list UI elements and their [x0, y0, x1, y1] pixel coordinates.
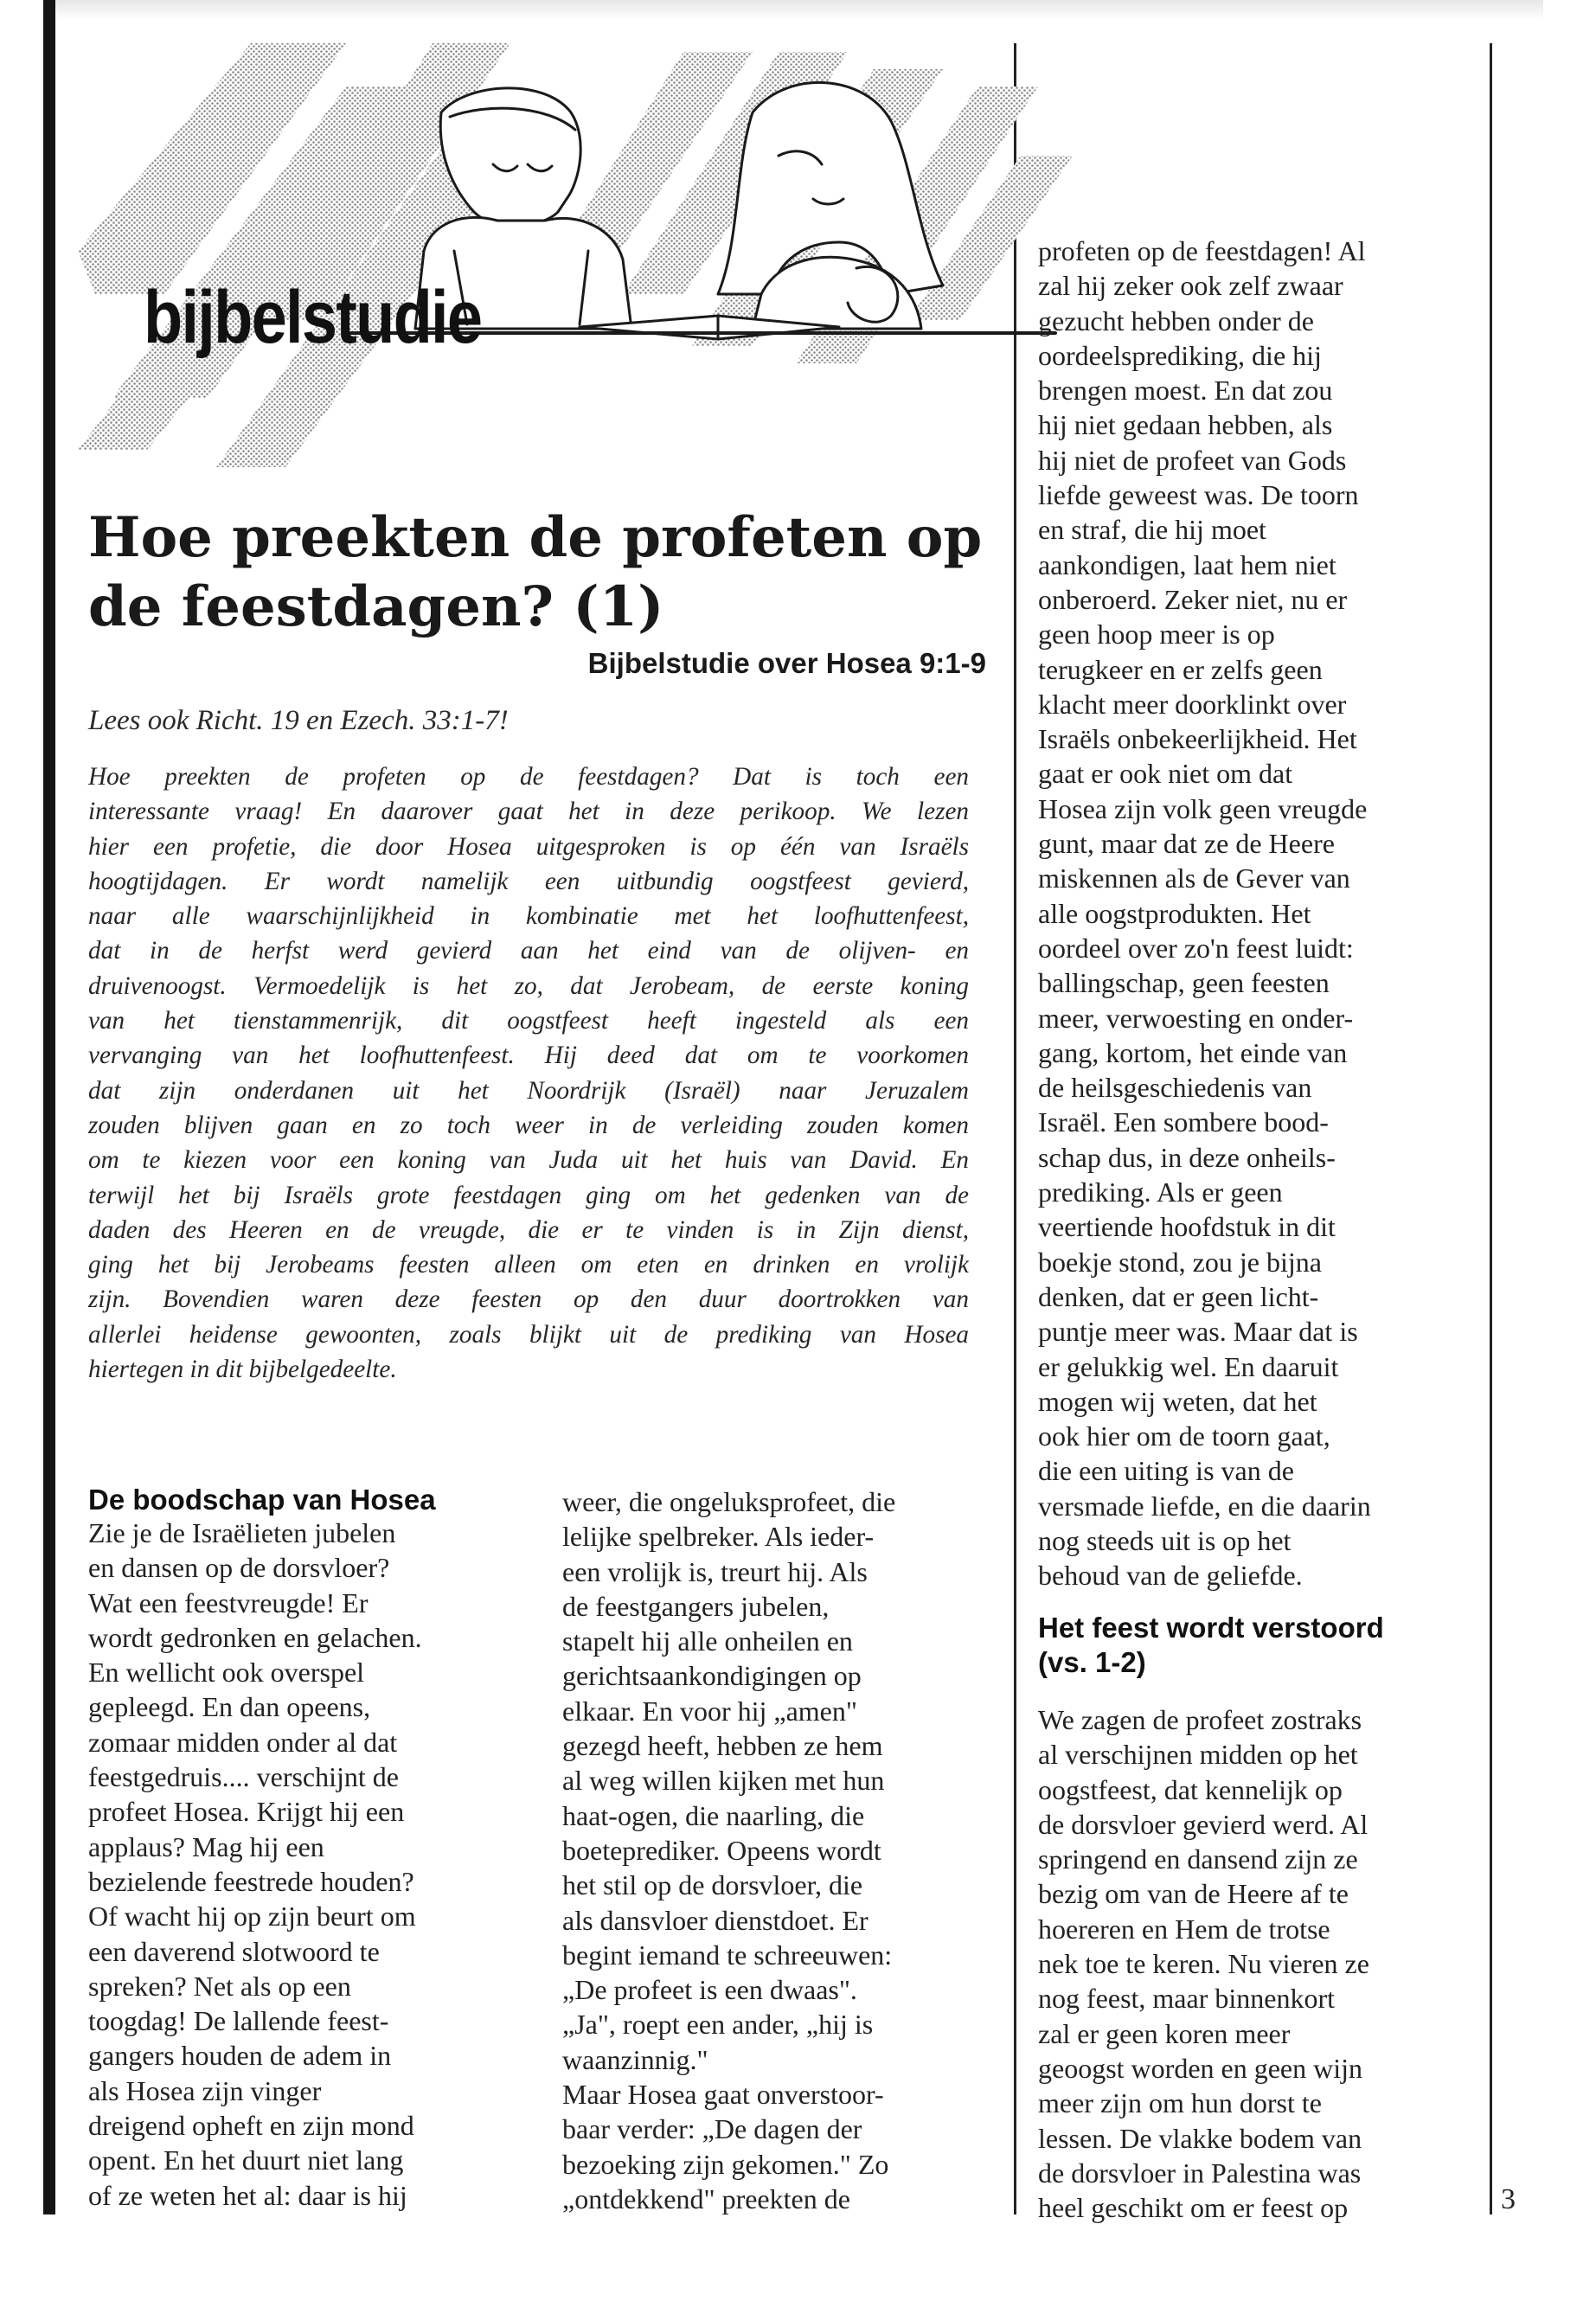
body-line: schap dus, in deze onheils- — [1038, 1141, 1336, 1173]
body-line: nek toe te keren. Nu vieren ze — [1038, 1948, 1369, 1980]
intro-paragraph — [88, 760, 969, 1387]
body-line: liefde geweest was. De toorn — [1038, 479, 1359, 511]
body-column-3-continued — [1038, 1702, 1462, 2225]
scan-left-edge — [43, 0, 55, 2214]
body-line: ballingschap, geen feesten — [1038, 967, 1330, 999]
title-line: Hoe preekten de profeten op — [88, 505, 983, 570]
body-line: gepleegd. En dan opeens, — [88, 1691, 371, 1723]
body-line: bezielende feestrede houden? — [88, 1865, 414, 1897]
page-number: 3 — [1501, 2183, 1516, 2215]
heading-line: Het feest wordt verstoord — [1038, 1612, 1384, 1644]
intro-line: dat in de herfst werd gevierd aan het eind van de olijven- en — [88, 937, 969, 965]
body-line: gezucht hebben onder de — [1038, 304, 1314, 336]
body-line: oordeel over zo'n feest luidt: — [1038, 932, 1354, 964]
body-line: brengen moest. En dat zou — [1038, 375, 1333, 407]
intro-line: om te kiezen voor een koning van Juda uit het huis van David. En — [88, 1146, 969, 1175]
body-line: gaat er ook niet om dat — [1038, 758, 1293, 790]
intro-line: zouden blijven gaan en zo toch weer in de verleiding zouden komen — [88, 1111, 969, 1139]
body-line: een vrolijk is, treurt hij. Als — [562, 1555, 868, 1587]
body-line: dreigend opheft en zijn mond — [88, 2110, 414, 2142]
body-line: onberoerd. Zeker niet, nu er — [1038, 583, 1348, 615]
body-line: gerichtsaankondigingen op — [562, 1660, 862, 1692]
body-line: de feestgangers jubelen, — [562, 1590, 830, 1622]
body-column-1 — [88, 1516, 512, 2213]
body-line: „De profeet is een dwaas". — [562, 1974, 857, 2006]
body-line: „Ja", roept een ander, „hij is — [562, 2009, 874, 2041]
body-line: die een uiting is van de — [1038, 1455, 1294, 1487]
body-line: applaus? Mag hij een — [88, 1830, 324, 1862]
body-line: prediking. Als er geen — [1038, 1176, 1283, 1208]
intro-line: hoogtijdagen. Er wordt namelijk een uitbundig oogstfeest gevierd, — [88, 867, 969, 895]
body-line: profeten op de feestdagen! Al — [1038, 235, 1366, 266]
body-column-3 — [1038, 234, 1462, 1593]
body-line: bezig om van de Heere af te — [1038, 1878, 1349, 1910]
body-line: Israël. Een sombere bood- — [1038, 1106, 1329, 1138]
body-line: terugkeer en er zelfs geen — [1038, 653, 1323, 685]
body-line: meer, verwoesting en onder- — [1038, 1002, 1354, 1034]
body-line: aankondigen, laat hem niet — [1038, 548, 1336, 580]
body-line: gunt, maar dat ze de Heere — [1038, 828, 1335, 860]
body-line: Maar Hosea gaat onverstoor- — [562, 2079, 884, 2111]
body-line: en dansen op de dorsvloer? — [88, 1552, 390, 1584]
body-line: opent. En het duurt niet lang — [88, 2144, 404, 2176]
body-line: klacht meer doorklinkt over — [1038, 688, 1347, 720]
body-line: hij niet de profeet van Gods — [1038, 444, 1347, 476]
body-line: hoereren en Hem de trotse — [1038, 1913, 1330, 1945]
body-line: gang, kortom, het einde van — [1038, 1036, 1348, 1068]
body-line: behoud van de geliefde. — [1038, 1560, 1303, 1592]
body-line: haat-ogen, die naarling, die — [562, 1799, 865, 1831]
body-line: de heilsgeschiedenis van — [1038, 1072, 1312, 1104]
body-line: elkaar. En voor hij „amen" — [562, 1695, 857, 1727]
body-line: lessen. De vlakke bodem van — [1038, 2122, 1362, 2154]
body-line: Hosea zijn volk geen vreugde — [1038, 792, 1368, 824]
intro-line: interessante vraag! En daarover gaat het in deze perikoop. We lezen — [88, 798, 969, 826]
body-line: er gelukkig wel. En daaruit — [1038, 1350, 1339, 1382]
body-line: de dorsvloer gevierd werd. Al — [1038, 1808, 1368, 1840]
body-line: gangers houden de adem in — [88, 2040, 392, 2072]
body-line: een daverend slotwoord te — [88, 1935, 380, 1967]
body-line: wordt gedronken en gelachen. — [88, 1621, 422, 1653]
intro-line: zijn. Bovendien waren deze feesten op den duur doortrokken van — [88, 1285, 969, 1314]
body-line: begint iemand te schreeuwen: — [562, 1939, 893, 1971]
body-line: zomaar midden onder al dat — [88, 1726, 398, 1758]
article-title — [88, 503, 1014, 642]
intro-line: naar alle waarschijnlijkheid in kombinatie met het loofhuttenfeest, — [88, 902, 969, 931]
intro-line: hiertegen in dit bijbelgedeelte. — [88, 1356, 397, 1384]
intro-line: Hoe preekten de profeten op de feestdagen? Dat is toch een — [88, 763, 969, 791]
body-line: versmade liefde, en die daarin — [1038, 1490, 1371, 1522]
body-line: boekje stond, zou je bijna — [1038, 1246, 1322, 1278]
body-line: En wellicht ook overspel — [88, 1657, 365, 1689]
intro-line: ging het bij Jerobeams feesten alleen om eten en drinken en vrolijk — [88, 1251, 969, 1279]
body-line: Wat een feestvreugde! Er — [88, 1586, 369, 1618]
scan-top-shadow — [55, 0, 1543, 19]
intro-line: terwijl het bij Israëls grote feestdagen ging om het gedenken van de — [88, 1181, 969, 1209]
body-line: Israëls onbekeerlijkheid. Het — [1038, 723, 1357, 755]
body-line: Of wacht hij op zijn beurt om — [88, 1900, 416, 1932]
body-line: „ontdekkend" preekten de — [562, 2182, 850, 2214]
body-line: bezoeking zijn gekomen." Zo — [562, 2148, 889, 2180]
body-line: als dansvloer dienstdoet. Er — [562, 1904, 869, 1936]
body-line: baar verder: „De dagen der — [562, 2113, 862, 2145]
intro-line: allerlei heidense gewoonten, zoals blijkt uit de prediking van Hosea — [88, 1320, 969, 1349]
intro-line: van het tienstammenrijk, dit oogstfeest heeft ingesteld als een — [88, 1007, 969, 1035]
body-line: hij niet gedaan hebben, als — [1038, 409, 1333, 441]
body-line: oogstfeest, dat kennelijk op — [1038, 1773, 1343, 1805]
section-heading-feest-verstoord — [1038, 1611, 1384, 1680]
body-line: en straf, die hij moet — [1038, 514, 1266, 546]
body-line: al weg willen kijken met hun — [562, 1765, 885, 1797]
intro-line: hier een profetie, die door Hosea uitgesproken is op één van Israëls — [88, 832, 969, 861]
body-line: waanzinnig." — [562, 2043, 708, 2075]
intro-line: druivenoogst. Vermoedelijk is het zo, dat Jerobeam, de eerste koning — [88, 971, 969, 1000]
body-line: boeteprediker. Opeens wordt — [562, 1834, 881, 1866]
body-line: denken, dat er geen licht- — [1038, 1280, 1319, 1312]
intro-line: vervanging van het loofhuttenfeest. Hij deed dat om te voorkomen — [88, 1042, 969, 1070]
body-line: veertiende hoofdstuk in dit — [1038, 1211, 1336, 1243]
read-also-note: Lees ook Richt. 19 en Ezech. 33:1-7! — [88, 705, 509, 736]
body-line: zal hij zeker ook zelf zwaar — [1038, 270, 1343, 302]
body-line: spreken? Net als op een — [88, 1970, 351, 2002]
title-line: de feestdagen? (1) — [88, 574, 664, 639]
body-line: profeet Hosea. Krijgt hij een — [88, 1796, 405, 1828]
body-line: al verschijnen midden op het — [1038, 1739, 1358, 1771]
body-line: meer zijn om hun dorst te — [1038, 2087, 1322, 2119]
body-column-2 — [562, 1484, 977, 2216]
body-line: springend en dansend zijn ze — [1038, 1843, 1358, 1875]
body-line: alle oogstprodukten. Het — [1038, 897, 1311, 929]
body-line: nog steeds uit is op het — [1038, 1524, 1292, 1556]
body-line: mogen wij weten, dat het — [1038, 1385, 1317, 1417]
body-line: miskennen als de Gever van — [1038, 862, 1350, 894]
header-illustration — [61, 35, 1081, 484]
column-rule-right — [1490, 43, 1492, 2214]
body-line: lelijke spelbreker. Als ieder- — [562, 1521, 875, 1553]
article-subtitle: Bijbelstudie over Hosea 9:1-9 — [587, 647, 986, 679]
body-line: oordeelsprediking, die hij — [1038, 339, 1322, 371]
body-line: toogdag! De lallende feest- — [88, 2005, 389, 2037]
body-line: feestgedruis.... verschijnt de — [88, 1761, 399, 1793]
body-line: zal er geen koren meer — [1038, 2017, 1291, 2049]
intro-line: dat zijn onderdanen uit het Noordrijk (Israël) naar Jeruzalem — [88, 1076, 969, 1105]
body-line: weer, die ongeluksprofeet, die — [562, 1486, 896, 1517]
intro-line: daden des Heeren en de vreugde, die er te vinden is in Zijn dienst, — [88, 1215, 969, 1244]
body-line: gezegd heeft, hebben ze hem — [562, 1730, 883, 1762]
body-line: het stil op de dorsvloer, die — [562, 1869, 863, 1901]
body-line: puntje meer was. Maar dat is — [1038, 1316, 1358, 1348]
body-line: ook hier om de toorn gaat, — [1038, 1420, 1330, 1452]
body-line: geen hoop meer is op — [1038, 619, 1275, 651]
body-line: als Hosea zijn vinger — [88, 2074, 322, 2106]
body-line: heel geschikt om er feest op — [1038, 2192, 1349, 2224]
body-line: nog feest, maar binnenkort — [1038, 1983, 1335, 2015]
section-heading-boodschap: De boodschap van Hosea — [88, 1484, 436, 1516]
body-line: geoogst worden en geen wijn — [1038, 2052, 1363, 2084]
body-line: de dorsvloer in Palestina was — [1038, 2157, 1362, 2189]
heading-line: (vs. 1-2) — [1038, 1646, 1146, 1678]
body-line: stapelt hij alle onheilen en — [562, 1625, 853, 1657]
section-label: bijbelstudie — [144, 276, 482, 359]
body-line: Zie je de Israëlieten jubelen — [88, 1517, 396, 1548]
body-line: of ze weten het al: daar is hij — [88, 2179, 407, 2211]
body-line: We zagen de profeet zostraks — [1038, 1704, 1362, 1735]
